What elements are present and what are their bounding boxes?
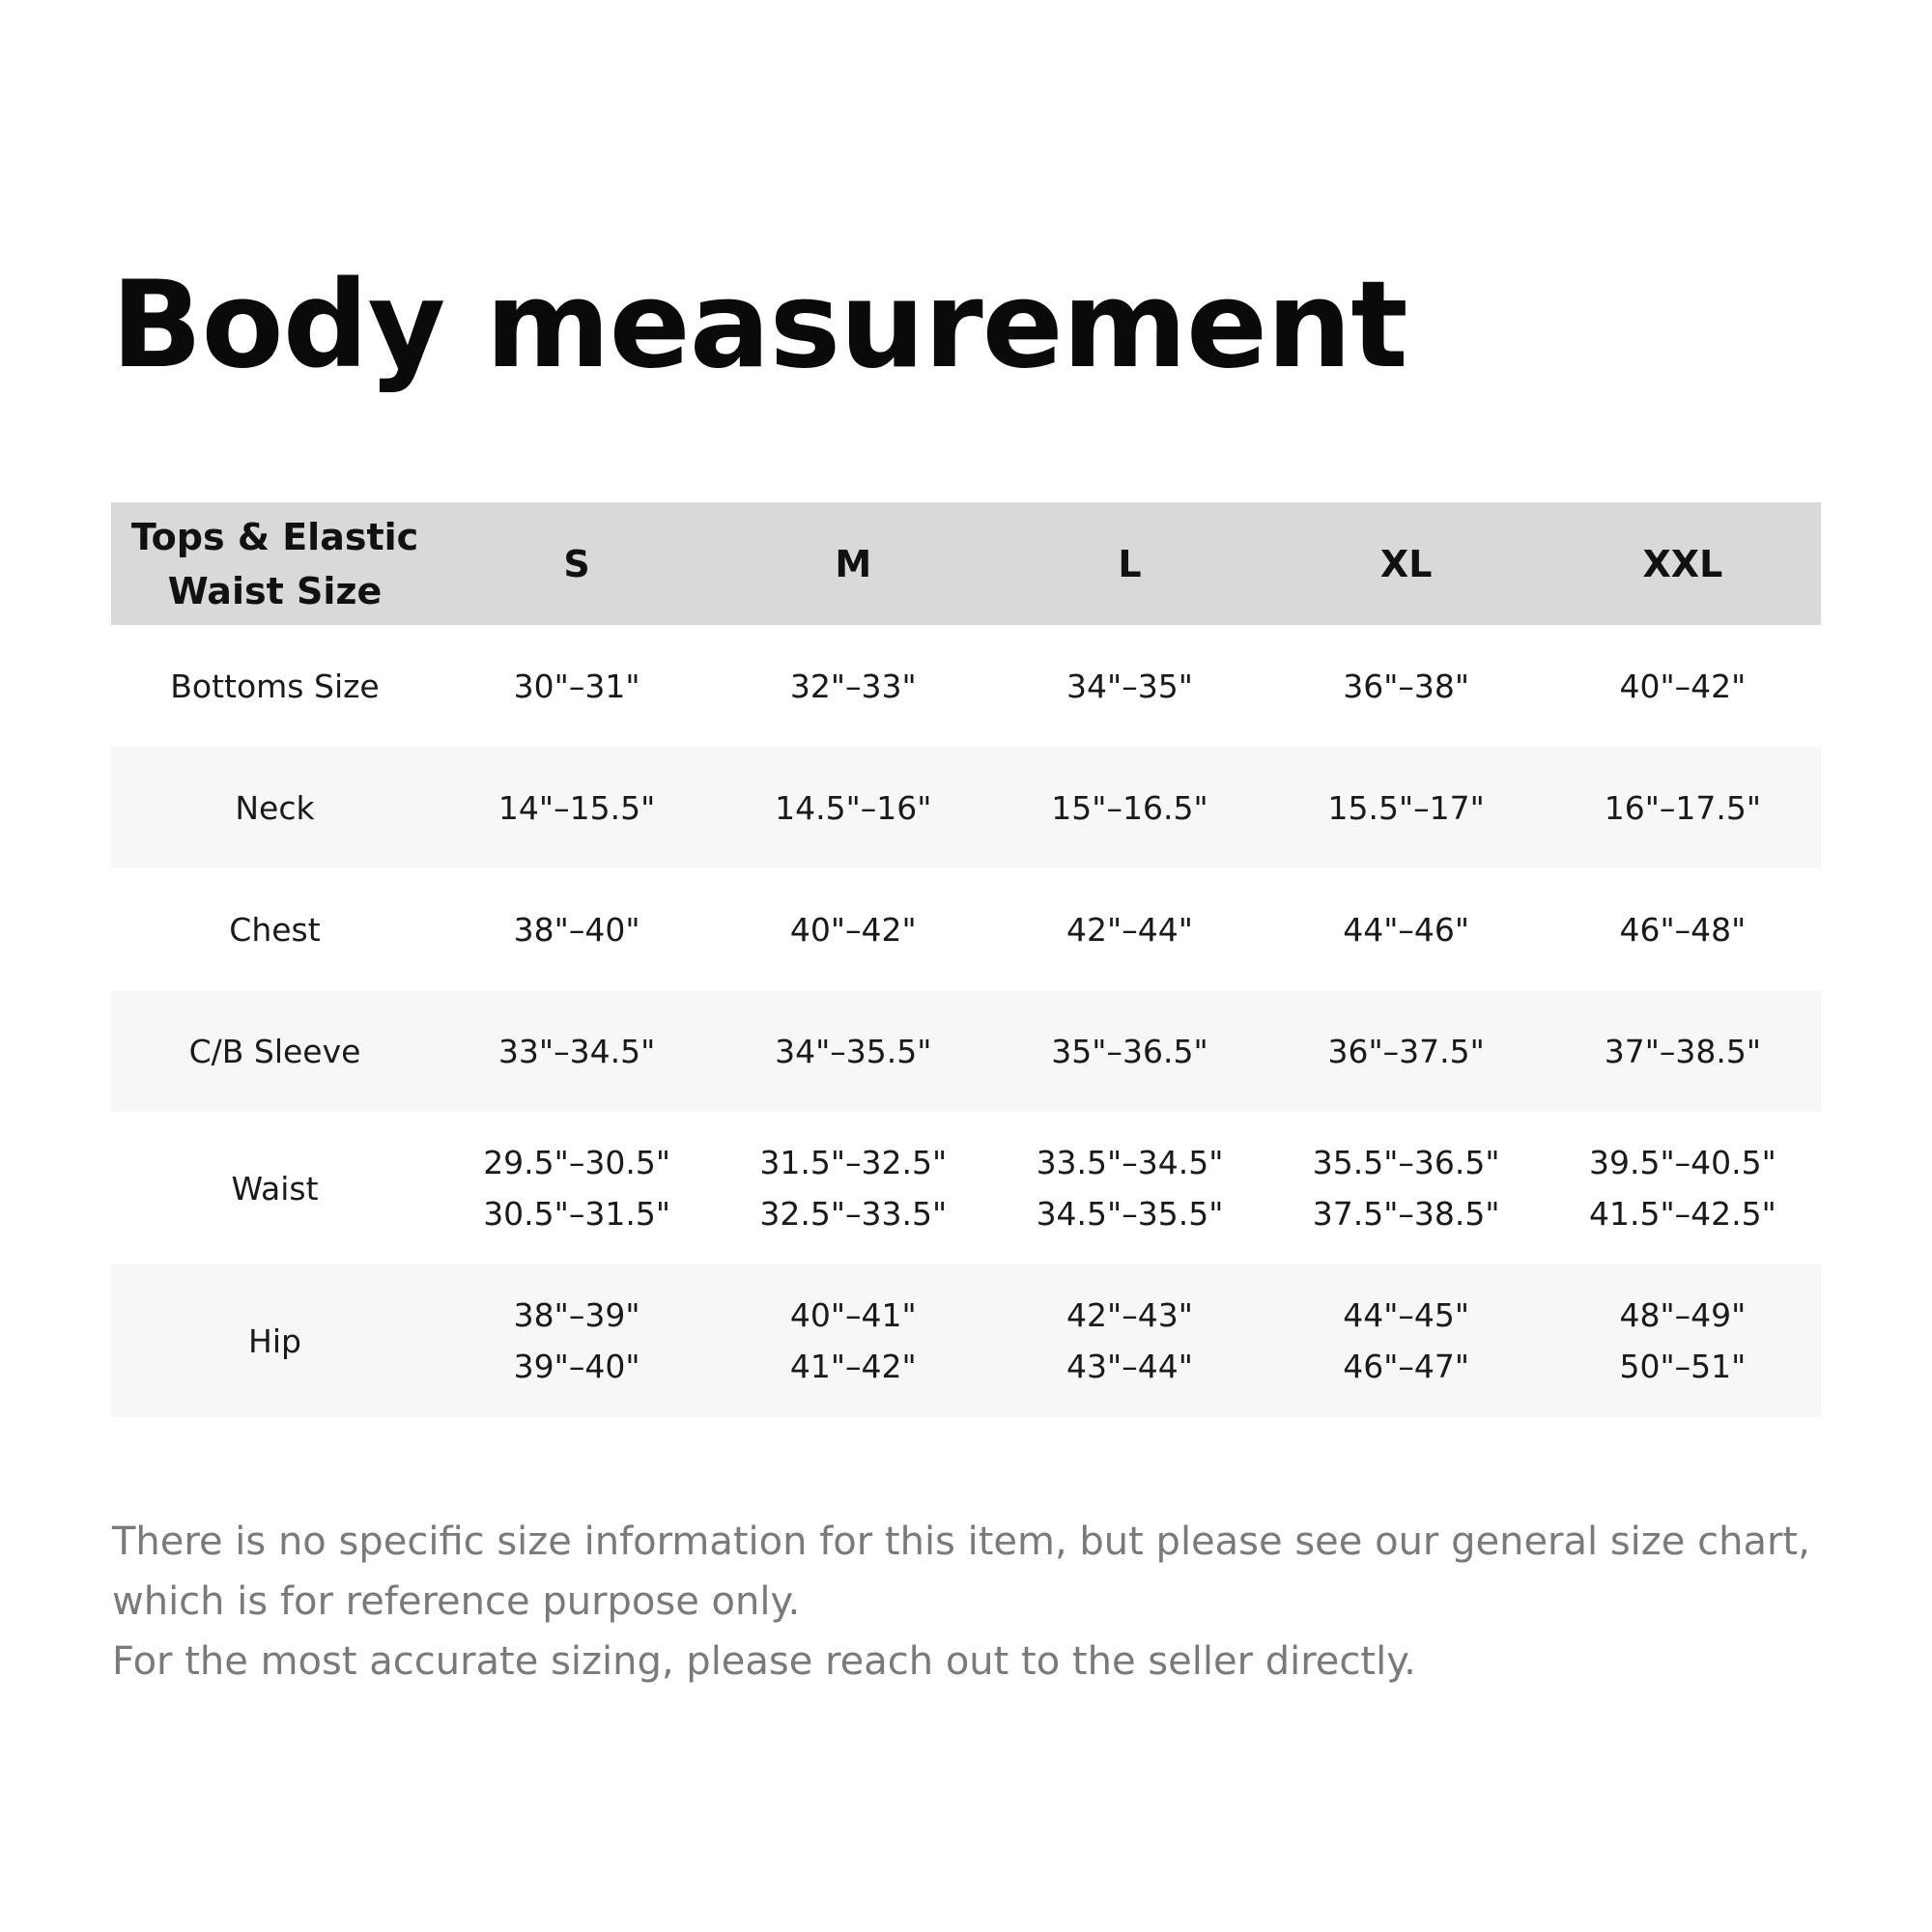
measurement-cell	[715, 747, 991, 868]
measurement-cell	[1268, 990, 1545, 1112]
measurement-value: 43"–44"	[1066, 1348, 1193, 1385]
measurement-cell	[1545, 625, 1821, 747]
measurement-value: 40"–42"	[1619, 667, 1747, 705]
measurement-cell	[715, 1112, 991, 1264]
measurement-value: 38"–40"	[513, 910, 640, 949]
measurement-cell	[1545, 747, 1821, 868]
measurement-value: 33"–34.5"	[497, 1032, 656, 1070]
measurement-cell	[1268, 868, 1545, 990]
measurement-value: 35"–36.5"	[1051, 1032, 1208, 1070]
row-label: Bottoms Size	[170, 667, 380, 705]
measurement-cell	[991, 990, 1267, 1112]
measurement-value: 37"–38.5"	[1604, 1032, 1762, 1070]
measurement-value: 46"–47"	[1343, 1348, 1470, 1385]
measurement-value: 41"–42"	[789, 1348, 917, 1385]
measurement-value: 40"–42"	[789, 910, 917, 949]
measurement-value: 15.5"–17"	[1327, 788, 1485, 827]
measurement-value: 38"–39"	[513, 1296, 640, 1334]
page-title: Body measurement	[111, 256, 1407, 395]
measurement-cell	[439, 625, 715, 747]
measurement-value: 34.5"–35.5"	[1036, 1195, 1224, 1233]
table-body	[111, 625, 1821, 1417]
table-header-row	[111, 502, 1821, 625]
measurement-value: 44"–46"	[1343, 910, 1470, 949]
measurement-value: 35.5"–36.5"	[1312, 1144, 1500, 1181]
header-label-cell	[111, 502, 439, 625]
measurement-cell	[715, 625, 991, 747]
size-chart-table	[111, 502, 1821, 1417]
measurement-value: 42"–43"	[1066, 1296, 1193, 1334]
measurement-cell	[1268, 1264, 1545, 1417]
header-size-l: L	[1118, 542, 1142, 585]
header-size-xxl: XXL	[1642, 542, 1723, 585]
measurement-cell	[1545, 990, 1821, 1112]
measurement-cell	[715, 990, 991, 1112]
measurement-value: 39"–40"	[513, 1348, 640, 1385]
measurement-value: 36"–38"	[1343, 667, 1470, 705]
measurement-value: 50"–51"	[1619, 1348, 1747, 1385]
table-row	[111, 1112, 1821, 1264]
table-row	[111, 747, 1821, 868]
table-row	[111, 625, 1821, 747]
measurement-cell	[1268, 747, 1545, 868]
measurement-cell	[439, 868, 715, 990]
measurement-value: 37.5"–38.5"	[1312, 1195, 1500, 1233]
table-row	[111, 868, 1821, 990]
measurement-value: 44"–45"	[1343, 1296, 1470, 1334]
measurement-value: 14"–15.5"	[497, 788, 656, 827]
table-row	[111, 990, 1821, 1112]
header-size-xl: XL	[1379, 542, 1433, 585]
measurement-cell	[991, 1264, 1267, 1417]
measurement-cell	[991, 868, 1267, 990]
measurement-value: 30"–31"	[513, 667, 640, 705]
header-size-m: M	[835, 542, 872, 585]
measurement-value: 48"–49"	[1619, 1296, 1747, 1334]
row-label: Neck	[235, 788, 315, 827]
measurement-cell	[991, 625, 1267, 747]
measurement-value: 33.5"–34.5"	[1036, 1144, 1224, 1181]
measurement-cell	[1268, 625, 1545, 747]
measurement-cell	[715, 868, 991, 990]
measurement-value: 34"–35.5"	[775, 1032, 932, 1070]
measurement-value: 46"–48"	[1619, 910, 1747, 949]
measurement-value: 31.5"–32.5"	[759, 1144, 948, 1181]
measurement-value: 34"–35"	[1066, 667, 1193, 705]
measurement-cell	[439, 990, 715, 1112]
measurement-value: 14.5"–16"	[775, 788, 932, 827]
disclaimer-line: There is no specific size information for this item, but please see our general size chart, which is for reference purpose only.	[112, 1520, 1810, 1624]
measurement-value: 42"–44"	[1066, 910, 1193, 949]
measurement-value: 30.5"–31.5"	[483, 1195, 670, 1233]
measurement-value: 29.5"–30.5"	[483, 1144, 670, 1181]
measurement-cell	[1545, 868, 1821, 990]
measurement-value: 32.5"–33.5"	[759, 1195, 948, 1233]
row-label: C/B Sleeve	[188, 1032, 361, 1070]
row-label: Waist	[231, 1169, 319, 1208]
measurement-value: 36"–37.5"	[1327, 1032, 1485, 1070]
measurement-cell	[991, 1112, 1267, 1264]
measurement-cell	[439, 1112, 715, 1264]
disclaimer-line: For the most accurate sizing, please reach out to the seller directly.	[112, 1639, 1416, 1684]
measurement-value: 16"–17.5"	[1604, 788, 1762, 827]
row-label: Chest	[229, 910, 321, 949]
size-disclaimer	[112, 1512, 1832, 1691]
measurement-cell	[439, 747, 715, 868]
measurement-cell	[1545, 1264, 1821, 1417]
measurement-value: 41.5"–42.5"	[1588, 1195, 1776, 1233]
measurement-cell	[991, 747, 1267, 868]
row-label: Hip	[248, 1321, 301, 1360]
measurement-cell	[439, 1264, 715, 1417]
measurement-value: 40"–41"	[789, 1296, 917, 1334]
measurement-value: 15"–16.5"	[1051, 788, 1208, 827]
header-label-line: Waist Size	[167, 569, 383, 612]
measurement-cell	[1545, 1112, 1821, 1264]
measurement-cell	[715, 1264, 991, 1417]
measurement-value: 32"–33"	[789, 667, 917, 705]
table-row	[111, 1264, 1821, 1417]
header-size-s: S	[563, 542, 590, 585]
measurement-value: 39.5"–40.5"	[1588, 1144, 1776, 1181]
measurement-cell	[1268, 1112, 1545, 1264]
header-label-line: Tops & Elastic	[130, 515, 419, 558]
